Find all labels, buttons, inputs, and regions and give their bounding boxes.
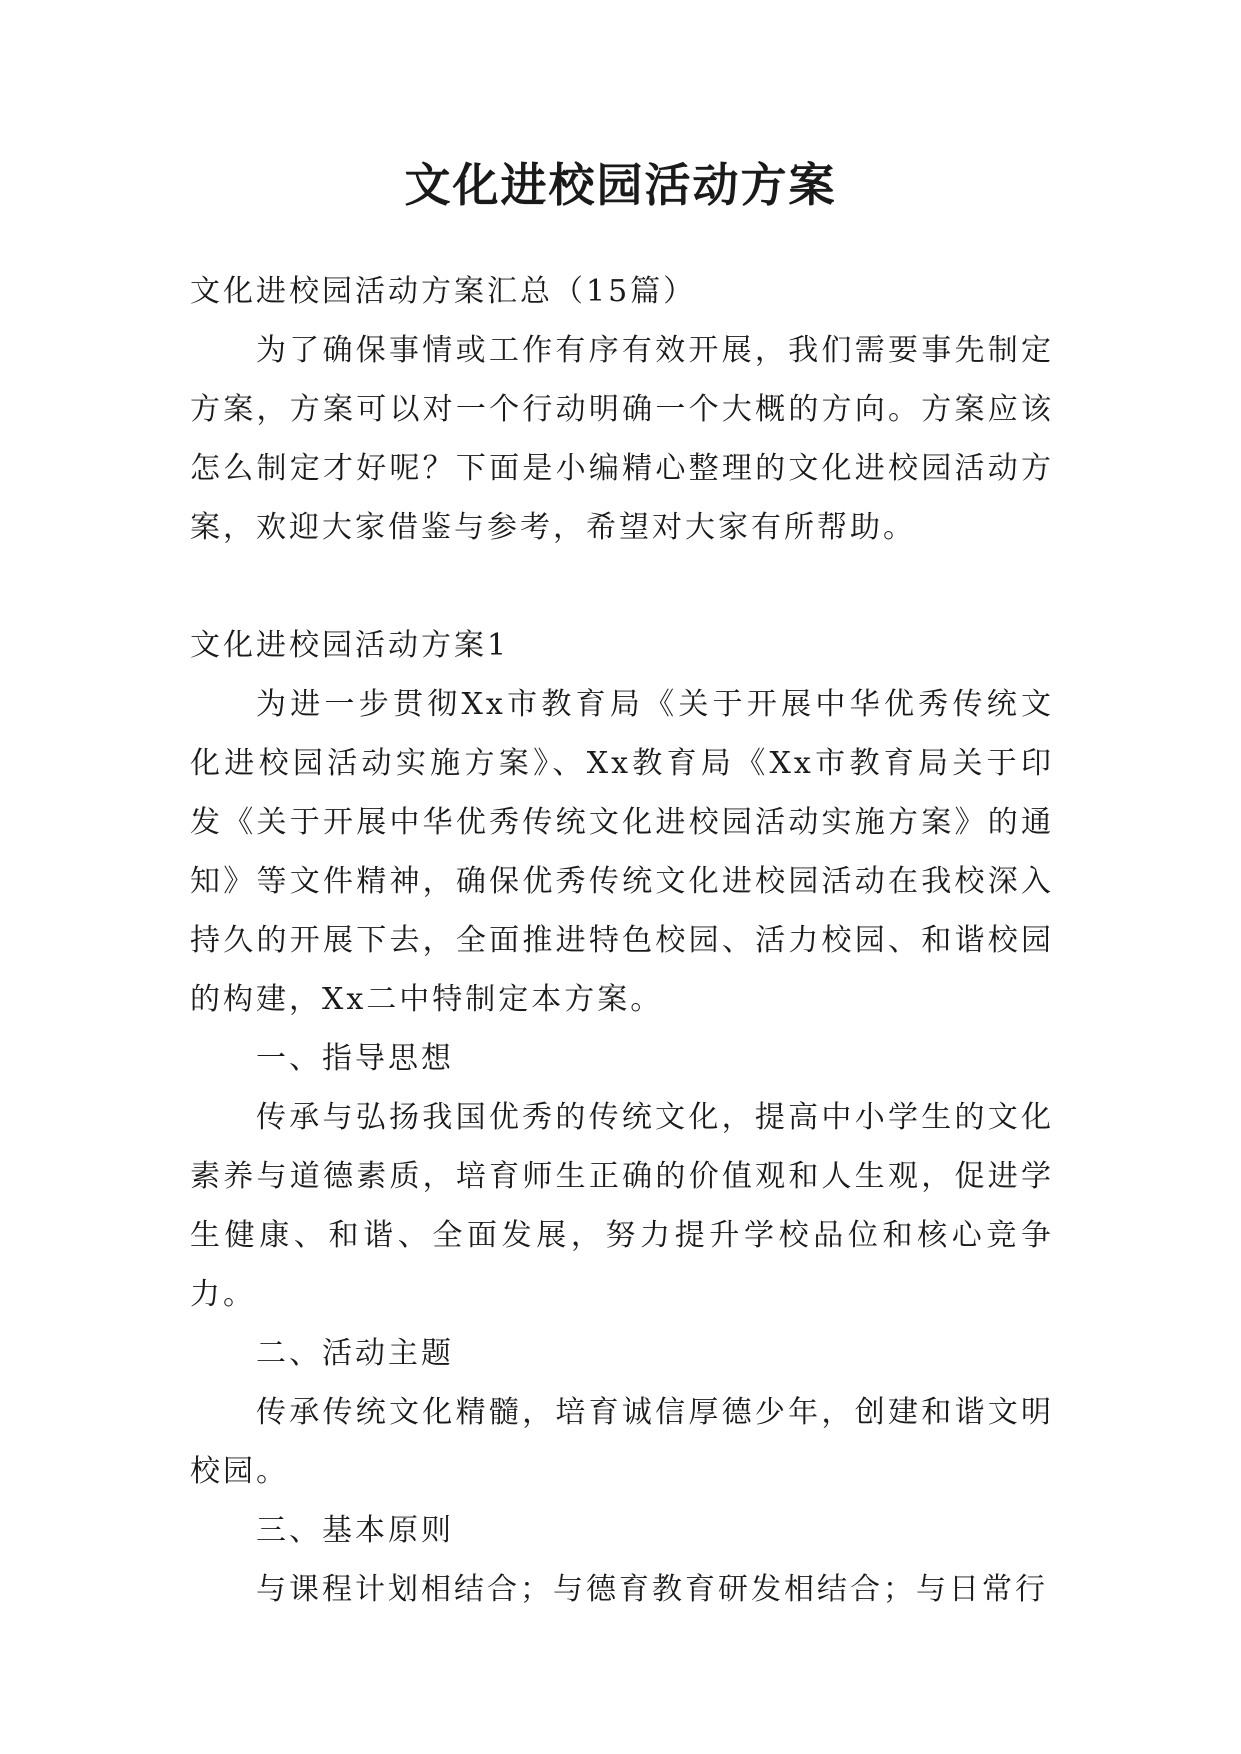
section-intro-paragraph: 为进一步贯彻Xx市教育局《关于开展中华优秀传统文化进校园活动实施方案》、Xx教育局《Xx市教育局关于印发《关于开展中华优秀传统文化进校园活动实施方案》的通知》等文件精神，确保优秀传统文化进校园活动在我校深入持久的开展下去，全面推进特色校园、活力校园、和谐校园的构建，Xx二中特制定本方案。	[190, 687, 1054, 1017]
paragraph-guiding-ideology: 传承与弘扬我国优秀的传统文化，提高中小学生的文化素养与道德素质，培育师生正确的价值观和人生观，促进学生健康、和谐、全面发展，努力提升学校品位和核心竞争力。	[190, 1100, 1054, 1312]
document-title: 文化进校园活动方案	[404, 158, 837, 212]
heading-guiding-ideology: 一、指导思想	[256, 1041, 454, 1076]
document-body	[190, 262, 1054, 1619]
paragraph-activity-theme: 传承传统文化精髓，培育诚信厚德少年，创建和谐文明校园。	[190, 1395, 1054, 1489]
document-subtitle: 文化进校园活动方案汇总（15篇）	[190, 274, 697, 309]
intro-paragraph: 为了确保事情或工作有序有效开展，我们需要事先制定方案，方案可以对一个行动明确一个大概的方向。方案应该怎么制定才好呢？下面是小编精心整理的文化进校园活动方案，欢迎大家借鉴与参考，希望对大家有所帮助。	[190, 333, 1054, 545]
heading-activity-theme: 二、活动主题	[256, 1336, 454, 1371]
section-title: 文化进校园活动方案1	[190, 628, 510, 663]
paragraph-basic-principles: 与课程计划相结合；与德育教育研发相结合；与日常行	[256, 1572, 1048, 1607]
paragraph-gap	[190, 557, 1054, 616]
heading-basic-principles: 三、基本原则	[256, 1513, 454, 1548]
